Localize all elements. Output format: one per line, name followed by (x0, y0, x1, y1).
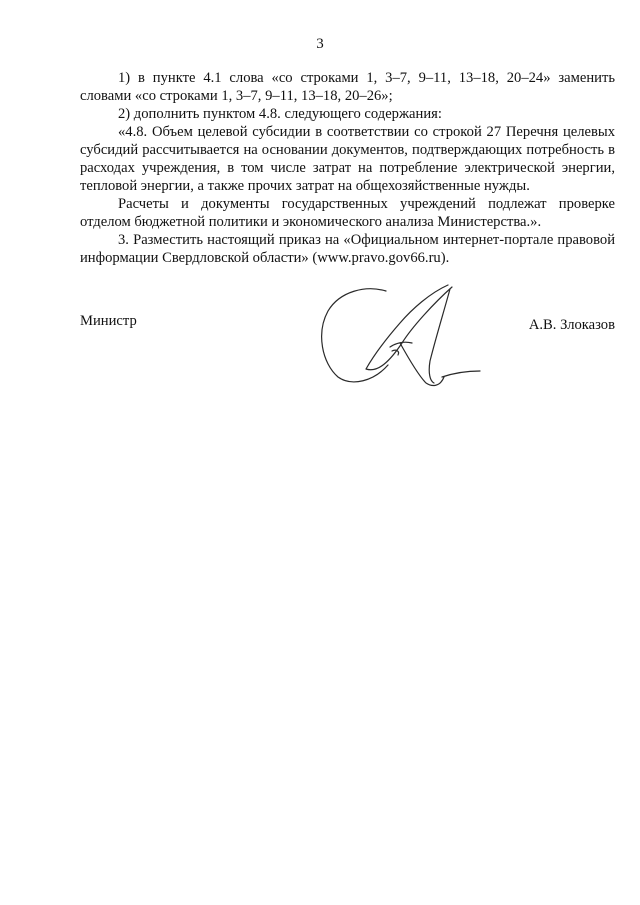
signer-name: А.В. Злоказов (528, 317, 615, 333)
paragraph-item-2: 2) дополнить пунктом 4.8. следующего содержания: (118, 106, 442, 122)
paragraph-calculations: Расчеты и документы государственных учреждений подлежат проверке отделом бюджетной политики и экономического анализа Министерства.». (80, 196, 615, 230)
handwritten-signature (316, 281, 492, 409)
signer-title: Министр (80, 313, 137, 329)
document-body (80, 69, 615, 267)
paragraph-item-4-8: «4.8. Объем целевой субсидии в соответствии со строкой 27 Перечня целевых субсидий рассчитывается на основании документов, подтверждающих потребность в расходах учреждения, в том числе затрат на потребление электрической энергии, тепловой энергии, а также прочих затрат на общехозяйственные нужды. (80, 124, 615, 194)
page-number: 3 (316, 36, 324, 52)
paragraph-item-3: 3. Разместить настоящий приказ на «Официальном интернет-портале правовой информации Свердловской области» (www.pravo.gov66.ru). (80, 232, 615, 266)
paragraph-item-1: 1) в пункте 4.1 слова «со строками 1, 3–7, 9–11, 13–18, 20–24» заменить словами «со строками 1, 3–7, 9–11, 13–18, 20–26»; (80, 70, 615, 104)
signature-block (80, 313, 615, 423)
